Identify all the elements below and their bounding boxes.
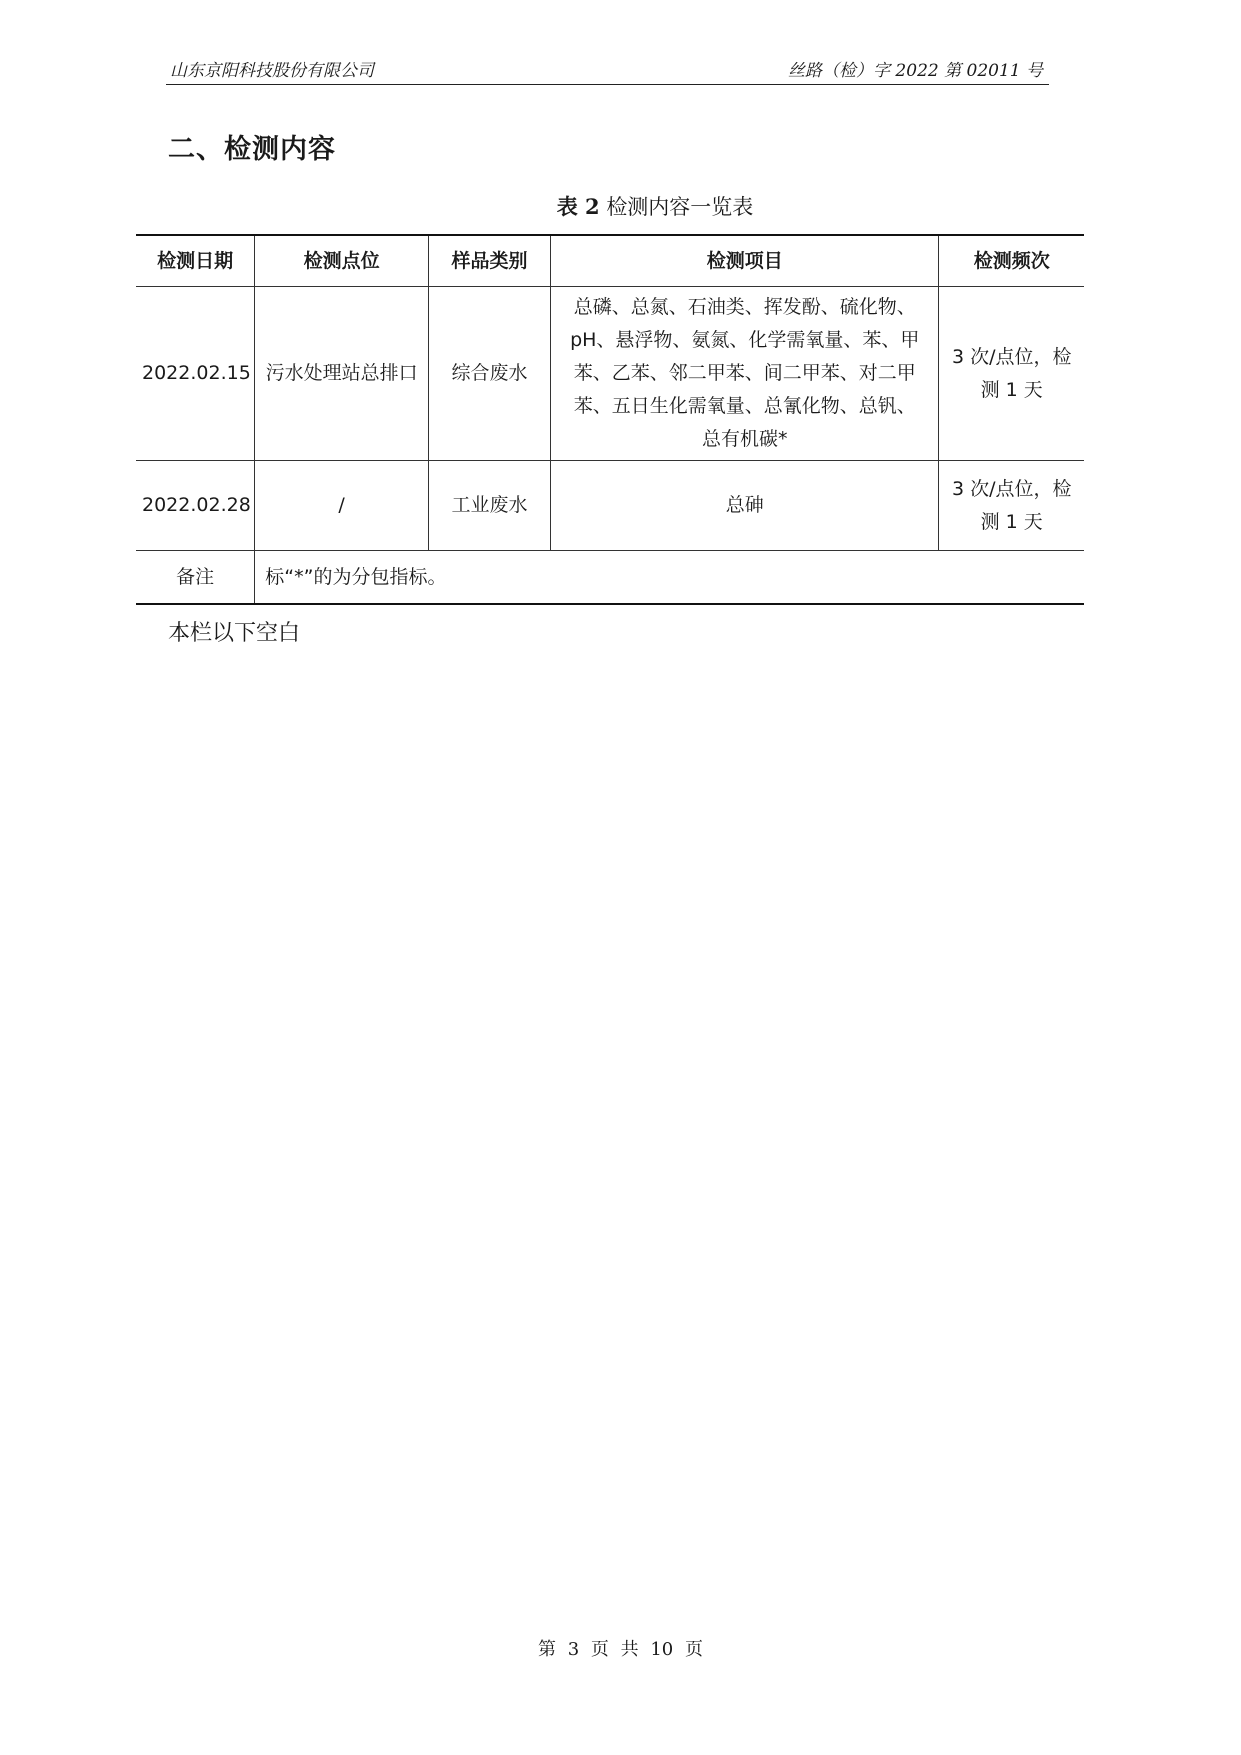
row-category: 综合废水 — [428, 287, 550, 461]
report-number: 丝路（检）字 2022 第 02011 号 — [788, 61, 1043, 81]
row-items: 总砷 — [551, 461, 939, 551]
column-header-items: 检测项目 — [551, 235, 939, 287]
table-caption-text: 检测内容一览表 — [606, 195, 754, 219]
row-frequency: 3 次/点位，检测 1 天 — [939, 461, 1084, 551]
column-header-category: 样品类别 — [428, 235, 550, 287]
detection-content-table — [136, 234, 1084, 605]
table-caption-number: 表 2 — [556, 194, 600, 219]
table-row — [136, 287, 1084, 461]
table-row — [136, 461, 1084, 551]
remark-row — [136, 551, 1084, 605]
row-date: 2022.02.15 — [136, 287, 255, 461]
page-footer: 第 3 页 共 10 页 — [538, 1639, 703, 1660]
column-header-date: 检测日期 — [136, 235, 255, 287]
table-header-row — [136, 235, 1084, 287]
row-items: 总磷、总氮、石油类、挥发酚、硫化物、pH、悬浮物、氨氮、化学需氧量、苯、甲苯、乙苯、邻二甲苯、间二甲苯、对二甲苯、五日生化需氧量、总氰化物、总钒、总有机碳* — [551, 287, 939, 461]
table-caption — [440, 191, 870, 221]
section-title: 二、检测内容 — [168, 134, 336, 165]
row-point: 污水处理站总排口 — [255, 287, 429, 461]
page-header — [166, 50, 1049, 85]
remark-label: 备注 — [136, 551, 255, 605]
row-date: 2022.02.28 — [136, 461, 255, 551]
remark-text: 标“*”的为分包指标。 — [255, 551, 1084, 605]
row-frequency: 3 次/点位，检测 1 天 — [939, 287, 1084, 461]
row-category: 工业废水 — [428, 461, 550, 551]
company-name: 山东京阳科技股份有限公司 — [170, 61, 374, 81]
row-point: / — [255, 461, 429, 551]
column-header-frequency: 检测频次 — [939, 235, 1084, 287]
column-header-point: 检测点位 — [255, 235, 429, 287]
blank-below-note: 本栏以下空白 — [168, 621, 301, 646]
